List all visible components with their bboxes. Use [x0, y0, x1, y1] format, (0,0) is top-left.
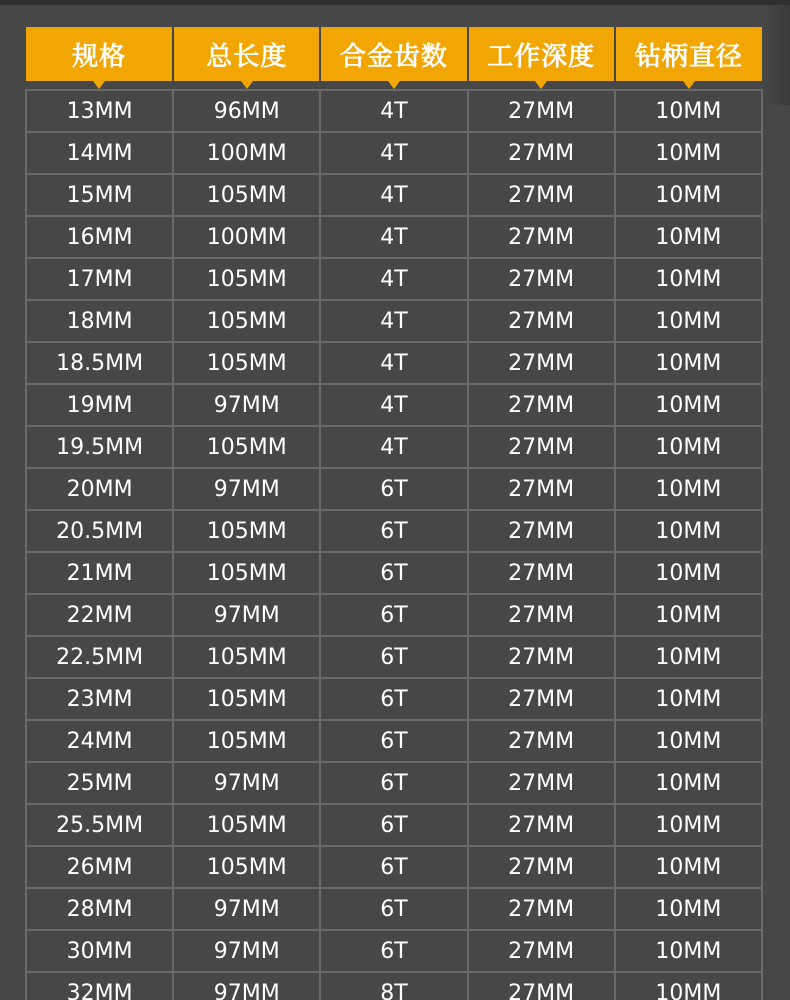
- cell-shank-diameter: 10MM: [615, 762, 762, 804]
- table-row: [26, 384, 762, 426]
- cell-working-depth: 27MM: [468, 678, 615, 720]
- cell-working-depth: 27MM: [468, 804, 615, 846]
- cell-alloy-teeth: 6T: [320, 930, 467, 972]
- cell-alloy-teeth: 6T: [320, 846, 467, 888]
- cell-shank-diameter: 10MM: [615, 510, 762, 552]
- table-row: [26, 300, 762, 342]
- cell-working-depth: 27MM: [468, 888, 615, 930]
- cell-total-length: 97MM: [173, 594, 320, 636]
- header-pointer-arrow: [241, 81, 253, 89]
- cell-spec: 15MM: [26, 174, 173, 216]
- header-label: 钻柄直径: [634, 41, 743, 72]
- cell-shank-diameter: 10MM: [615, 930, 762, 972]
- cell-shank-diameter: 10MM: [615, 636, 762, 678]
- cell-alloy-teeth: 8T: [320, 972, 467, 1000]
- cell-shank-diameter: 10MM: [615, 720, 762, 762]
- header-row: [26, 27, 762, 81]
- cell-total-length: 105MM: [173, 846, 320, 888]
- cell-working-depth: 27MM: [468, 930, 615, 972]
- table-row: [26, 90, 762, 132]
- cell-working-depth: 27MM: [468, 174, 615, 216]
- cell-total-length: 105MM: [173, 720, 320, 762]
- cell-spec: 20MM: [26, 468, 173, 510]
- table-body: [26, 81, 762, 1000]
- cell-total-length: 97MM: [173, 468, 320, 510]
- cell-shank-diameter: 10MM: [615, 468, 762, 510]
- cell-alloy-teeth: 6T: [320, 468, 467, 510]
- cell-alloy-teeth: 6T: [320, 510, 467, 552]
- cell-shank-diameter: 10MM: [615, 384, 762, 426]
- cell-total-length: 97MM: [173, 888, 320, 930]
- table-row: [26, 636, 762, 678]
- cell-working-depth: 27MM: [468, 468, 615, 510]
- cell-spec: 14MM: [26, 132, 173, 174]
- header-pointer-arrow: [388, 81, 400, 89]
- cell-total-length: 105MM: [173, 342, 320, 384]
- cell-total-length: 100MM: [173, 216, 320, 258]
- table-row: [26, 552, 762, 594]
- header-cell-spec: [26, 27, 173, 81]
- cell-spec: 18.5MM: [26, 342, 173, 384]
- table-header: [26, 27, 762, 81]
- cell-alloy-teeth: 4T: [320, 258, 467, 300]
- cell-working-depth: 27MM: [468, 384, 615, 426]
- cell-spec: 18MM: [26, 300, 173, 342]
- cell-working-depth: 27MM: [468, 552, 615, 594]
- cell-spec: 19.5MM: [26, 426, 173, 468]
- right-edge-shadow: [764, 5, 790, 105]
- cell-working-depth: 27MM: [468, 300, 615, 342]
- cell-shank-diameter: 10MM: [615, 174, 762, 216]
- cell-spec: 32MM: [26, 972, 173, 1000]
- cell-total-length: 105MM: [173, 678, 320, 720]
- cell-shank-diameter: 10MM: [615, 258, 762, 300]
- cell-shank-diameter: 10MM: [615, 846, 762, 888]
- header-pointer-arrow: [683, 81, 695, 89]
- cell-total-length: 100MM: [173, 132, 320, 174]
- cell-shank-diameter: 10MM: [615, 426, 762, 468]
- table-row: [26, 174, 762, 216]
- cell-spec: 22.5MM: [26, 636, 173, 678]
- header-label: 规格: [72, 41, 127, 72]
- table-row: [26, 426, 762, 468]
- cell-alloy-teeth: 4T: [320, 132, 467, 174]
- header-pointer-arrow: [535, 81, 547, 89]
- table-row: [26, 678, 762, 720]
- cell-shank-diameter: 10MM: [615, 342, 762, 384]
- cell-spec: 16MM: [26, 216, 173, 258]
- cell-alloy-teeth: 6T: [320, 804, 467, 846]
- cell-working-depth: 27MM: [468, 720, 615, 762]
- header-cell-alloy-teeth: [320, 27, 467, 81]
- cell-spec: 20.5MM: [26, 510, 173, 552]
- cell-spec: 19MM: [26, 384, 173, 426]
- cell-alloy-teeth: 6T: [320, 636, 467, 678]
- table-row: [26, 594, 762, 636]
- cell-alloy-teeth: 6T: [320, 594, 467, 636]
- header-label: 合金齿数: [339, 41, 448, 72]
- cell-shank-diameter: 10MM: [615, 594, 762, 636]
- cell-alloy-teeth: 6T: [320, 552, 467, 594]
- header-label: 工作深度: [487, 41, 596, 72]
- header-cell-working-depth: [468, 27, 615, 81]
- cell-total-length: 105MM: [173, 300, 320, 342]
- table-row: [26, 930, 762, 972]
- cell-working-depth: 27MM: [468, 132, 615, 174]
- cell-spec: 28MM: [26, 888, 173, 930]
- cell-spec: 24MM: [26, 720, 173, 762]
- cell-working-depth: 27MM: [468, 90, 615, 132]
- cell-working-depth: 27MM: [468, 972, 615, 1000]
- table-row: [26, 132, 762, 174]
- cell-spec: 30MM: [26, 930, 173, 972]
- cell-shank-diameter: 10MM: [615, 216, 762, 258]
- cell-total-length: 97MM: [173, 762, 320, 804]
- cell-working-depth: 27MM: [468, 594, 615, 636]
- table-row: [26, 888, 762, 930]
- table-row: [26, 258, 762, 300]
- cell-alloy-teeth: 4T: [320, 384, 467, 426]
- cell-shank-diameter: 10MM: [615, 804, 762, 846]
- cell-working-depth: 27MM: [468, 426, 615, 468]
- cell-total-length: 97MM: [173, 972, 320, 1000]
- table-row: [26, 216, 762, 258]
- cell-spec: 22MM: [26, 594, 173, 636]
- table-row: [26, 510, 762, 552]
- cell-spec: 23MM: [26, 678, 173, 720]
- header-cell-shank-diameter: [615, 27, 762, 81]
- cell-spec: 17MM: [26, 258, 173, 300]
- cell-alloy-teeth: 6T: [320, 762, 467, 804]
- table-row: [26, 846, 762, 888]
- cell-alloy-teeth: 4T: [320, 216, 467, 258]
- cell-spec: 21MM: [26, 552, 173, 594]
- cell-shank-diameter: 10MM: [615, 888, 762, 930]
- cell-total-length: 105MM: [173, 636, 320, 678]
- header-label: 总长度: [206, 41, 288, 72]
- cell-working-depth: 27MM: [468, 510, 615, 552]
- cell-total-length: 97MM: [173, 930, 320, 972]
- table-row: [26, 342, 762, 384]
- cell-working-depth: 27MM: [468, 636, 615, 678]
- cell-alloy-teeth: 6T: [320, 888, 467, 930]
- cell-shank-diameter: 10MM: [615, 552, 762, 594]
- cell-shank-diameter: 10MM: [615, 972, 762, 1000]
- table-row: [26, 804, 762, 846]
- header-cell-total-length: [173, 27, 320, 81]
- cell-shank-diameter: 10MM: [615, 300, 762, 342]
- cell-shank-diameter: 10MM: [615, 678, 762, 720]
- cell-total-length: 105MM: [173, 804, 320, 846]
- cell-total-length: 105MM: [173, 552, 320, 594]
- cell-alloy-teeth: 6T: [320, 720, 467, 762]
- cell-working-depth: 27MM: [468, 846, 615, 888]
- drill-spec-table: [25, 27, 763, 1000]
- cell-shank-diameter: 10MM: [615, 90, 762, 132]
- cell-spec: 13MM: [26, 90, 173, 132]
- cell-alloy-teeth: 4T: [320, 90, 467, 132]
- cell-shank-diameter: 10MM: [615, 132, 762, 174]
- cell-alloy-teeth: 4T: [320, 426, 467, 468]
- cell-total-length: 105MM: [173, 258, 320, 300]
- table-row: [26, 972, 762, 1000]
- cell-total-length: 105MM: [173, 426, 320, 468]
- table-row: [26, 720, 762, 762]
- top-edge-strip: [0, 0, 790, 5]
- cell-working-depth: 27MM: [468, 342, 615, 384]
- cell-total-length: 96MM: [173, 90, 320, 132]
- cell-working-depth: 27MM: [468, 258, 615, 300]
- cell-total-length: 105MM: [173, 174, 320, 216]
- cell-working-depth: 27MM: [468, 216, 615, 258]
- table-row: [26, 762, 762, 804]
- cell-alloy-teeth: 6T: [320, 678, 467, 720]
- cell-alloy-teeth: 4T: [320, 342, 467, 384]
- cell-spec: 26MM: [26, 846, 173, 888]
- cell-spec: 25MM: [26, 762, 173, 804]
- cell-total-length: 97MM: [173, 384, 320, 426]
- cell-alloy-teeth: 4T: [320, 300, 467, 342]
- cell-spec: 25.5MM: [26, 804, 173, 846]
- cell-alloy-teeth: 4T: [320, 174, 467, 216]
- cell-working-depth: 27MM: [468, 762, 615, 804]
- table-row: [26, 468, 762, 510]
- header-pointer-arrow: [93, 81, 105, 89]
- cell-total-length: 105MM: [173, 510, 320, 552]
